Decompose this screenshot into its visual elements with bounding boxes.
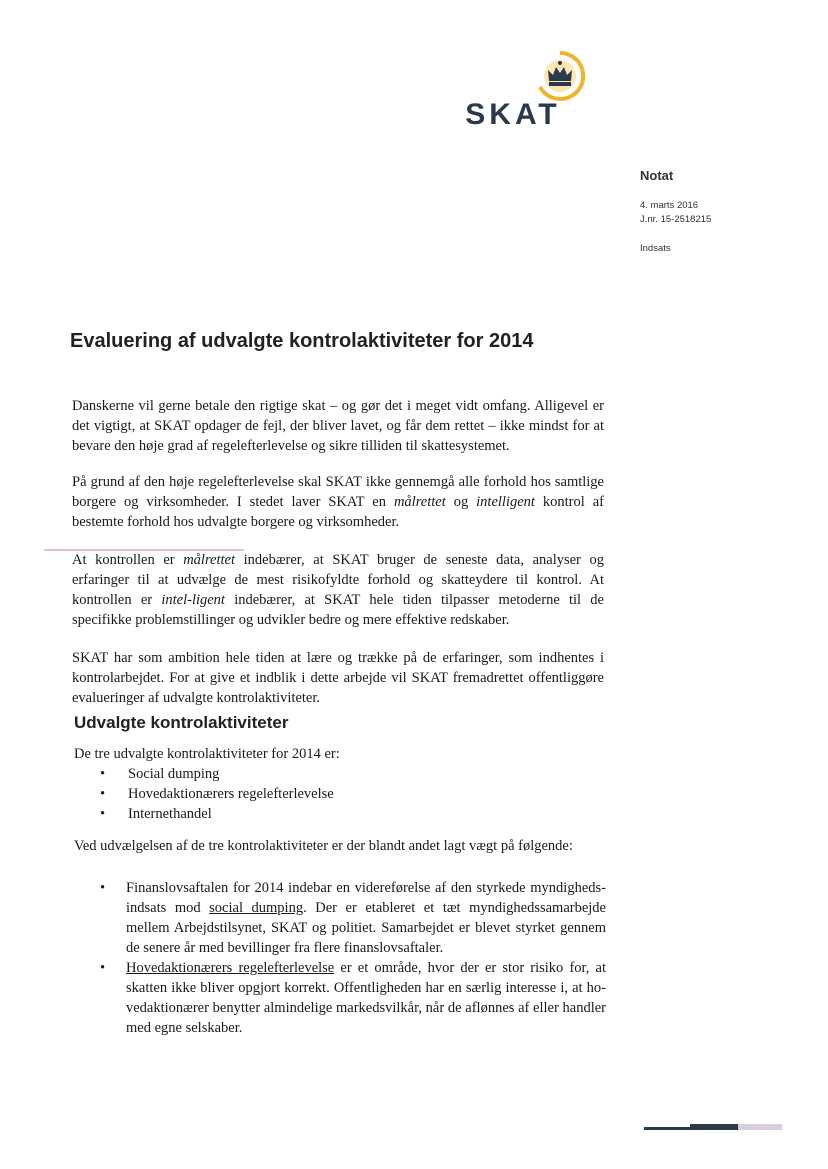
section-heading: Udvalgte kontrolaktiviteter bbox=[74, 713, 289, 732]
criteria-list bbox=[100, 878, 606, 1038]
footer-bar-dark bbox=[690, 1124, 738, 1130]
page-title: Evaluering af udvalgte kontrolaktiviteter for 2014 bbox=[70, 330, 534, 352]
footer-bar-light bbox=[738, 1124, 782, 1130]
list-item: • Internethandel bbox=[100, 804, 334, 824]
doc-type-label: Notat bbox=[640, 168, 674, 183]
footer-bar-thin bbox=[644, 1127, 692, 1130]
activity-list bbox=[100, 764, 334, 824]
doc-date: 4. marts 2016 bbox=[640, 200, 699, 211]
emphasis-maalrettet-2: målrettet bbox=[183, 552, 236, 568]
link-hovedaktionaerer[interactable]: Hovedaktionærers regelefterlevelse bbox=[126, 960, 335, 976]
emphasis-maalrettet: målrettet bbox=[393, 494, 446, 510]
skat-wordmark: SKAT bbox=[465, 98, 561, 131]
paragraph-intro: Danskerne vil gerne betale den rigtige skat – og gør det i meget vidt omfang. Alligevel er det vigtigt, at SKAT opdager de fejl, der bliver lavet, og får dem rettet – ikke mindst for at bevare den høje grad af regelefterlevelse og sikre tilliden til skattesystemet. bbox=[72, 398, 604, 454]
paragraph-definition: At kontrollen er målrettet indebærer, at SKAT bruger de seneste data, analyser og erfaringer til at udvælge de mest risikofyldte forhold og skatteydere til kontrol. At kontrollen er intel-ligent indebærer, at SKAT hele tiden tilpasser metoderne til de specifikke problemstillinger og udvikler bedre og mere effektive redskaber. bbox=[72, 552, 604, 628]
selection-intro: Ved udvælgelsen af de tre kontrolaktiviteter er der blandt andet lagt vægt på følgende: bbox=[74, 838, 573, 854]
emphasis-intelligent: intelligent bbox=[476, 494, 535, 510]
paragraph-approach: På grund af den høje regelefterlevelse skal SKAT ikke gennemgå alle forhold hos samtlige borgere og virksomheder. I stedet laver SKAT en målrettet og intelligent kontrol af bestemte forhold hos udvalgte borgere og virksomheder. bbox=[72, 474, 604, 530]
section-intro: De tre udvalgte kontrolaktiviteter for 2014 er: bbox=[74, 746, 340, 762]
paragraph-ambition: SKAT har som ambition hele tiden at lære og trække på de erfaringer, som indhentes i kontrolarbejdet. For at give et indblik i dette arbejde vil SKAT fremadrettet offentliggøre evalueringer af udvalgte kontrolaktiviteter. bbox=[72, 650, 604, 706]
list-item: • Hovedaktionærers regelefterlevelse bbox=[100, 784, 334, 804]
crown-icon bbox=[534, 50, 586, 102]
link-social-dumping[interactable]: social dumping bbox=[209, 900, 304, 916]
skat-logo bbox=[448, 46, 588, 131]
list-item: • Finanslovsaftalen for 2014 indebar en videreførelse af den styrkede myndigheds-indsats mod social dumping. Der er etableret et tæt myndighedssamarbejde mellem Arbejdstilsynet, SKAT og politiet. Samarbejdet er blevet styrket gennem de senere år med bevillinger fra flere finanslovsaftaler. bbox=[100, 878, 606, 958]
list-item: • Social dumping bbox=[100, 764, 334, 784]
journal-number: J.nr. 15-2518215 bbox=[640, 214, 712, 225]
document-meta bbox=[640, 168, 711, 254]
list-item: • Hovedaktionærers regelefterlevelse er et område, hvor der er stor risiko for, at skatten ikke bliver opgjort korrekt. Offentligheden har en særlig interesse i, at ho-vedaktionærer benytter almindelige markedsvilkår, når de aflønnes af eller handler med egne selskaber. bbox=[100, 958, 606, 1038]
emphasis-intelligent-2: intel-ligent bbox=[161, 592, 225, 608]
department-label: Indsats bbox=[640, 243, 671, 254]
